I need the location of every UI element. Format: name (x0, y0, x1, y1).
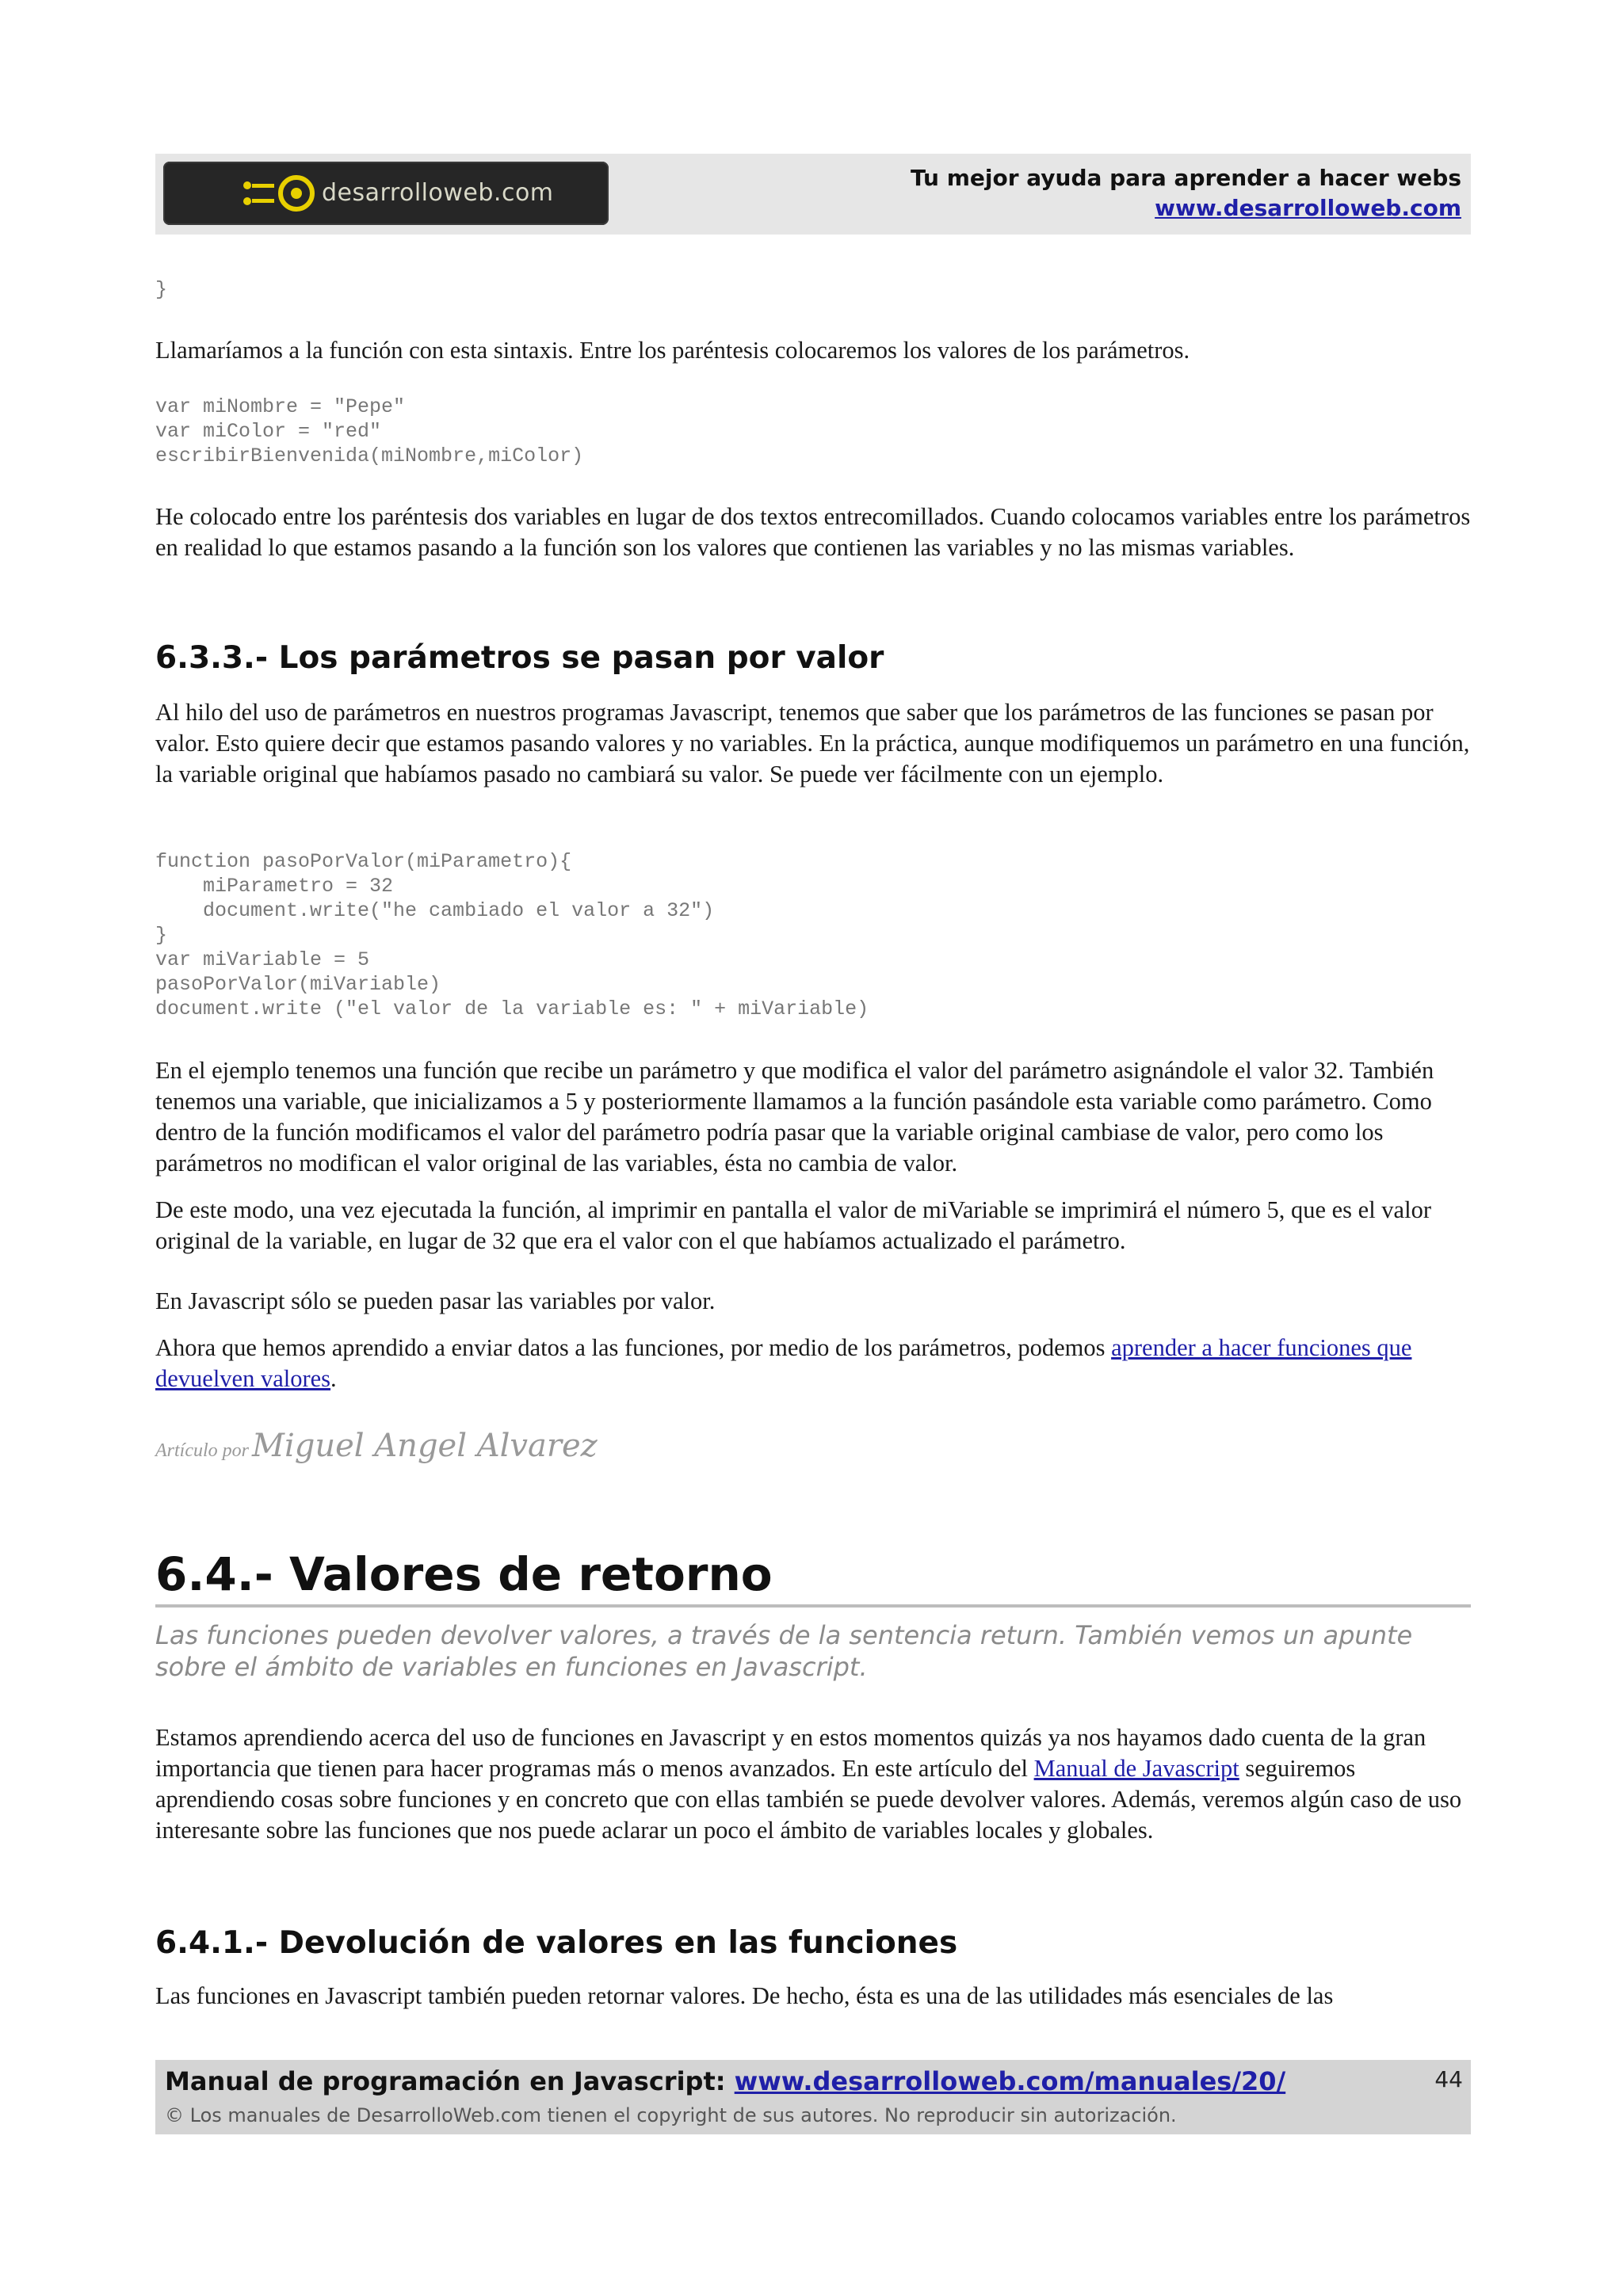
text: seguiremos aprendiendo cosas sobre funciones y en concreto que con ellas también se puede devolver valores. Además, veremos algún caso de uso interesante sobre las funciones que nos puede aclarar un poco el ámbito de variables locales y globales. (155, 1755, 1462, 1844)
text: Ahora que hemos aprendido a enviar datos a las funciones, por medio de los parámetros, podemos (155, 1334, 1112, 1361)
link-funciones-devuelven-valores[interactable]: aprender a hacer funciones que devuelven valores (155, 1334, 1412, 1392)
link-manual-javascript[interactable]: Manual de Javascript (1033, 1755, 1239, 1782)
section-heading-6-4-1: 6.4.1.- Devolución de valores en las funciones (155, 1925, 958, 1961)
header-bar (155, 154, 1471, 235)
paragraph: He colocado entre los paréntesis dos variables en lugar de dos textos entrecomillados. Cuando colocamos variables entre los parámetros en realidad lo que estamos pasando a la función son los valores que contienen las variables y no las mismas variables. (155, 503, 1471, 561)
header-tagline (911, 163, 1461, 223)
paragraph: En Javascript sólo se pueden pasar las variables por valor. (155, 1287, 716, 1314)
paragraph: Llamaríamos a la función con esta sintaxis. Entre los paréntesis colocaremos los valores de los parámetros. (155, 337, 1190, 364)
paragraph: De este modo, una vez ejecutada la función, al imprimir en pantalla el valor de miVariable se imprimirá el número 5, que es el valor original de la variable, en lugar de 32 que era el valor con el que habíamos actualizado el parámetro. (155, 1196, 1431, 1254)
site-logo[interactable] (163, 162, 609, 225)
chapter-heading-6-4: 6.4.- Valores de retorno (155, 1547, 1471, 1608)
text: Estamos aprendiendo acerca del uso de funciones en Javascript y en estos momentos quizás ya nos hayamos dado cuenta de la gran importancia que tienen para hacer programas más o menos avanzados. En este artículo del (155, 1724, 1426, 1782)
author-name: Miguel Angel Alvarez (252, 1428, 598, 1464)
paragraph: Las funciones en Javascript también pueden retornar valores. De hecho, ésta es una de las utilidades más esenciales de las (155, 1982, 1334, 2009)
tagline-text: Tu mejor ayuda para aprender a hacer webs (911, 165, 1461, 191)
paragraph: En el ejemplo tenemos una función que recibe un parámetro y que modifica el valor del parámetro asignándole el valor 32. También tenemos una variable, que inicializamos a 5 y posteriormente llamamos a la función pasándole esta variable como parámetro. Como dentro de la función modificamos el valor del parámetro podría pasar que la variable original cambiase de valor, pero como los parámetros no modifican el valor original de las variables, ésta no cambia de valor. (155, 1057, 1434, 1177)
logo-mark-icon (241, 174, 328, 212)
logo-text: desarrolloweb.com (322, 179, 554, 207)
copyright-notice: © Los manuales de DesarrolloWeb.com tienen el copyright de sus autores. No reproducir sin autorización. (165, 2104, 1177, 2126)
paragraph-with-link (155, 1722, 1471, 1846)
footer-manual-link[interactable]: www.desarrolloweb.com/manuales/20/ (734, 2066, 1286, 2096)
header-url-link[interactable]: www.desarrolloweb.com (1155, 195, 1461, 221)
section-heading-6-3-3: 6.3.3.- Los parámetros se pasan por valor (155, 640, 884, 676)
closing-brace: } (155, 278, 168, 301)
footer-bar (155, 2060, 1471, 2134)
code-block: function pasoPorValor(miParametro){ miParametro = 32 document.write("he cambiado el valor a 32") } var miVariable = 5 pasoPorValor(miVariable) document.write ("el valor de la variable es: " + miVariable) (155, 850, 869, 1020)
page-number: 44 (1434, 2066, 1463, 2092)
paragraph-with-link (155, 1333, 1471, 1394)
chapter-subtitle: Las funciones pueden devolver valores, a través de la sentencia return. También vemos un apunte sobre el ámbito de variables en funciones en Javascript. (155, 1620, 1413, 1682)
code-block: var miNombre = "Pepe" var miColor = "red" escribirBienvenida(miNombre,miColor) (155, 395, 584, 467)
paragraph: Al hilo del uso de parámetros en nuestros programas Javascript, tenemos que saber que los parámetros de las funciones se pasan por valor. Esto quiere decir que estamos pasando valores y no variables. En la práctica, aunque modifiquemos un parámetro en una función, la variable original que habíamos pasado no cambiará su valor. Se puede ver fácilmente con un ejemplo. (155, 699, 1470, 788)
author-line (155, 1428, 1471, 1464)
footer-manual-title: Manual de programación en Javascript: (165, 2066, 726, 2096)
footer-title (165, 2066, 1285, 2096)
author-prefix: Artículo por (155, 1440, 249, 1461)
text: . (330, 1365, 337, 1392)
